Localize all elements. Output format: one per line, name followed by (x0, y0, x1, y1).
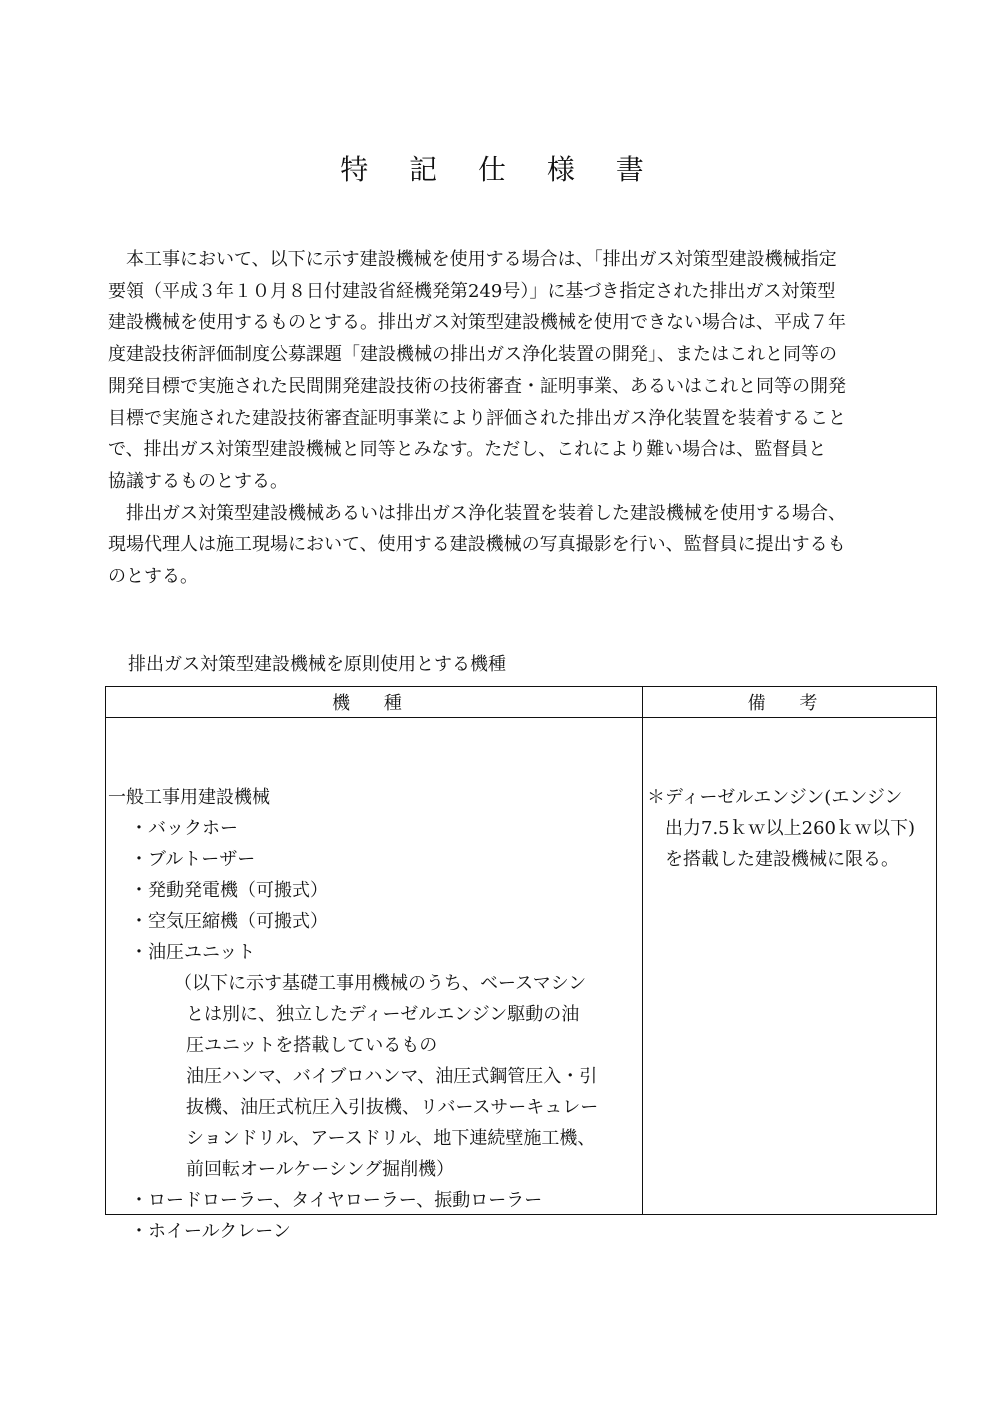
table-header-row (106, 687, 937, 718)
kind-note-line: 抜機、油圧式杭圧入引抜機、リバースサーキュレー (186, 1097, 599, 1118)
note-line: を搭載した建設機械に限る。 (665, 849, 899, 870)
kind-cell (106, 718, 643, 1242)
document-title: 特 記 仕 様 書 (340, 153, 660, 186)
kind-note-line: 圧ユニットを搭載しているもの (186, 1035, 438, 1056)
header-kind: 機 種 (106, 687, 643, 718)
kind-item: ・油圧ユニット (130, 942, 256, 963)
kind-item: ・ブルトーザー (130, 849, 256, 870)
kind-item: ・ホイールクレーン (130, 1221, 291, 1242)
kind-note-line: ションドリル、アースドリル、地下連続壁施工機、 (186, 1128, 596, 1149)
kind-note-line: （以下に示す基礎工事用機械のうち、ベースマシン (174, 973, 587, 994)
kind-note-line: 油圧ハンマ、バイブロハンマ、油圧式鋼管圧入・引 (186, 1066, 598, 1087)
note-line: ＊ディーゼルエンジン(エンジン (647, 787, 903, 808)
kind-item: ・バックホー (130, 818, 238, 839)
kind-category-heading: 一般工事用建設機械 (108, 787, 270, 808)
kind-item: ・ロードローラー、タイヤローラー、振動ローラー (130, 1190, 543, 1211)
note-cell (643, 718, 937, 1215)
kind-item: ・発動発電機（可搬式） (130, 880, 328, 901)
kind-note-line: とは別に、独立したディーゼルエンジン駆動の油 (186, 1004, 580, 1025)
table-caption: 排出ガス対策型建設機械を原則使用とする機種 (128, 654, 506, 675)
paragraph-2: 排出ガス対策型建設機械あるいは排出ガス浄化装置を装着した建設機械を使用する場合、 現場代理人は施工現場において、使用する建設機械の写真撮影を行い、監督員に提出するも のとする。 (108, 502, 846, 588)
kind-item: ・空気圧縮機（可搬式） (130, 911, 328, 932)
note-line: 出力7.5ｋｗ以上260ｋｗ以下) (665, 818, 916, 839)
kind-note-line: 前回転オールケーシング掘削機） (186, 1159, 455, 1180)
body-text (108, 244, 908, 593)
paragraph-1: 本工事において、以下に示す建設機械を使用する場合は、「排出ガス対策型建設機械指定 要領（平成３年１０月８日付建設省経機発第249号）」に基づき指定された排出ガス対策型 建設機械を使用するものとする。排出ガス対策型建設機械を使用できない場合は、平成７年 度建設技術評価制度公募課題「建設機械の排出ガス浄化装置の開発」、またはこれと同等の 開発目標で実施された民間開発建設技術の技術審査・証明事業、あるいはこれと同等の開発 目標で実施された建設技術審査証明事業により評価された排出ガス浄化装置を装着すること で、排出ガス対策型建設機械と同等とみなす。ただし、これにより難い場合は、監督員と 協議するものとする。 (108, 249, 846, 492)
header-note: 備 考 (643, 687, 937, 718)
table-row (106, 718, 937, 1215)
machine-type-table (105, 686, 937, 1242)
